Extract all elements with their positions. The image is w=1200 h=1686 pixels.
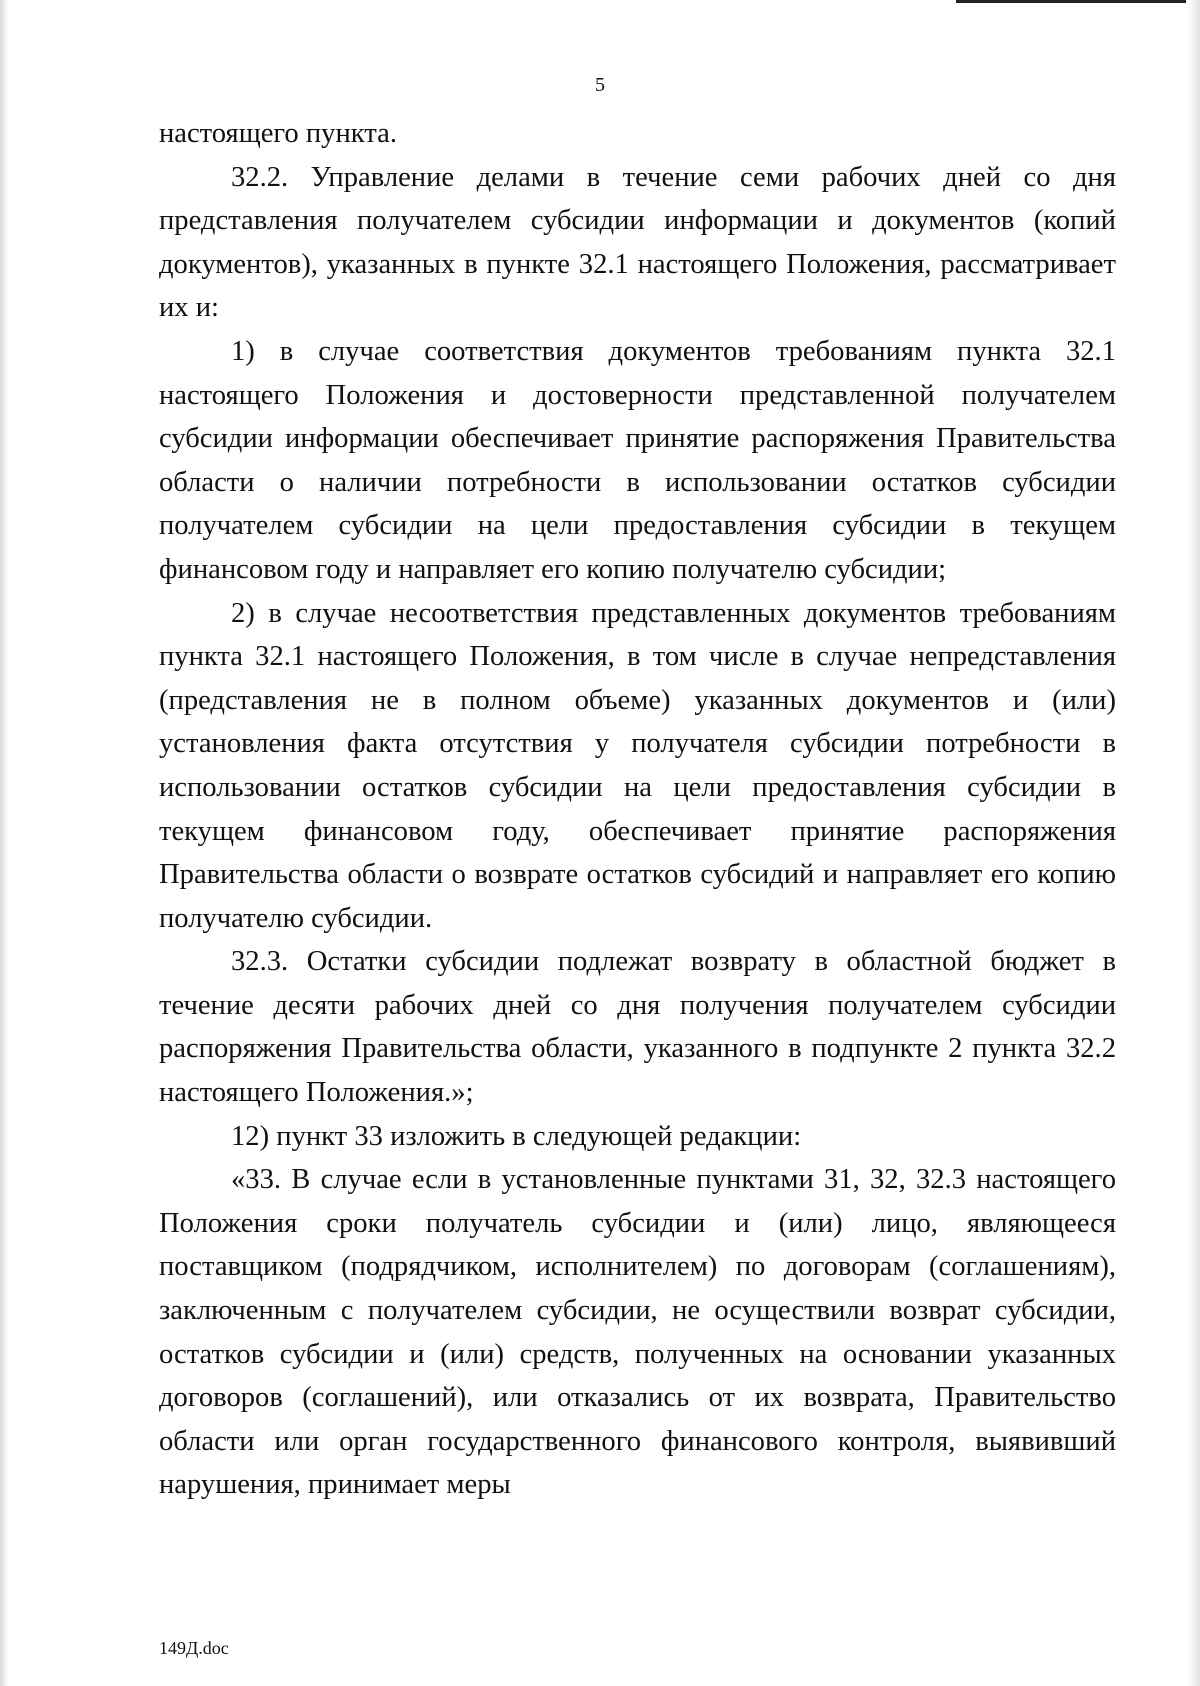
document-body [159,112,1116,1507]
footer-filename: 149Д.doc [159,1638,229,1658]
scan-edge-left [0,0,10,1686]
paragraph-continuation: настоящего пункта. [159,118,397,149]
paragraph-amendment-12: 12) пункт 33 изложить в следующей редакции: [231,1120,802,1152]
paragraph-item-1: 1) в случае соответствия документов требованиям пункта 32.1 настоящего Положения и достоверности представленной получателем субсидии информации обеспечивает принятие распоряжения Правительства области о наличии потребности в использовании остатков субсидии получателем субсидии на цели предоставления субсидии в текущем финансовом году и направляет его копию получателю субсидии; [159,335,1116,585]
paragraph-32-2: 32.2. Управление делами в течение семи рабочих дней со дня представления получателем субсидии информации и документов (копий документов), указанных в пункте 32.1 настоящего Положения, рассматривает их и: [159,161,1116,324]
paragraph-33: «33. В случае если в установленные пунктами 31, 32, 32.3 настоящего Положения сроки получатель субсидии и (или) лицо, являющееся поставщиком (подрядчиком, исполнителем) по договорам (соглашениям), заключенным с получателем субсидии, не осуществили возврат субсидии, остатков субсидии и (или) средств, полученных на основании указанных договоров (соглашений), или отказались от их возврата, Правительство области или орган государственного финансового контроля, выявивший нарушения, принимает меры [159,1164,1116,1501]
paragraph-item-2: 2) в случае несоответствия представленных документов требованиям пункта 32.1 настоящего Положения, в том числе в случае непредставления (представления не в полном объеме) указанных документов и (или) установления факта отсутствия у получателя субсидии потребности в использовании остатков субсидии на цели предоставления субсидии в текущем финансовом году, обеспечивает принятие распоряжения Правительства области о возврате остатков субсидий и направляет его копию получателю субсидии. [159,597,1116,934]
corner-mark [956,0,1186,3]
page-number: 5 [595,74,605,96]
scan-edge-right [1186,0,1200,1686]
paragraph-32-3: 32.3. Остатки субсидии подлежат возврату в областной бюджет в течение десяти рабочих дней со дня получения получателем субсидии распоряжения Правительства области, указанного в подпункте 2 пункта 32.2 настоящего Положения.»; [159,946,1116,1109]
